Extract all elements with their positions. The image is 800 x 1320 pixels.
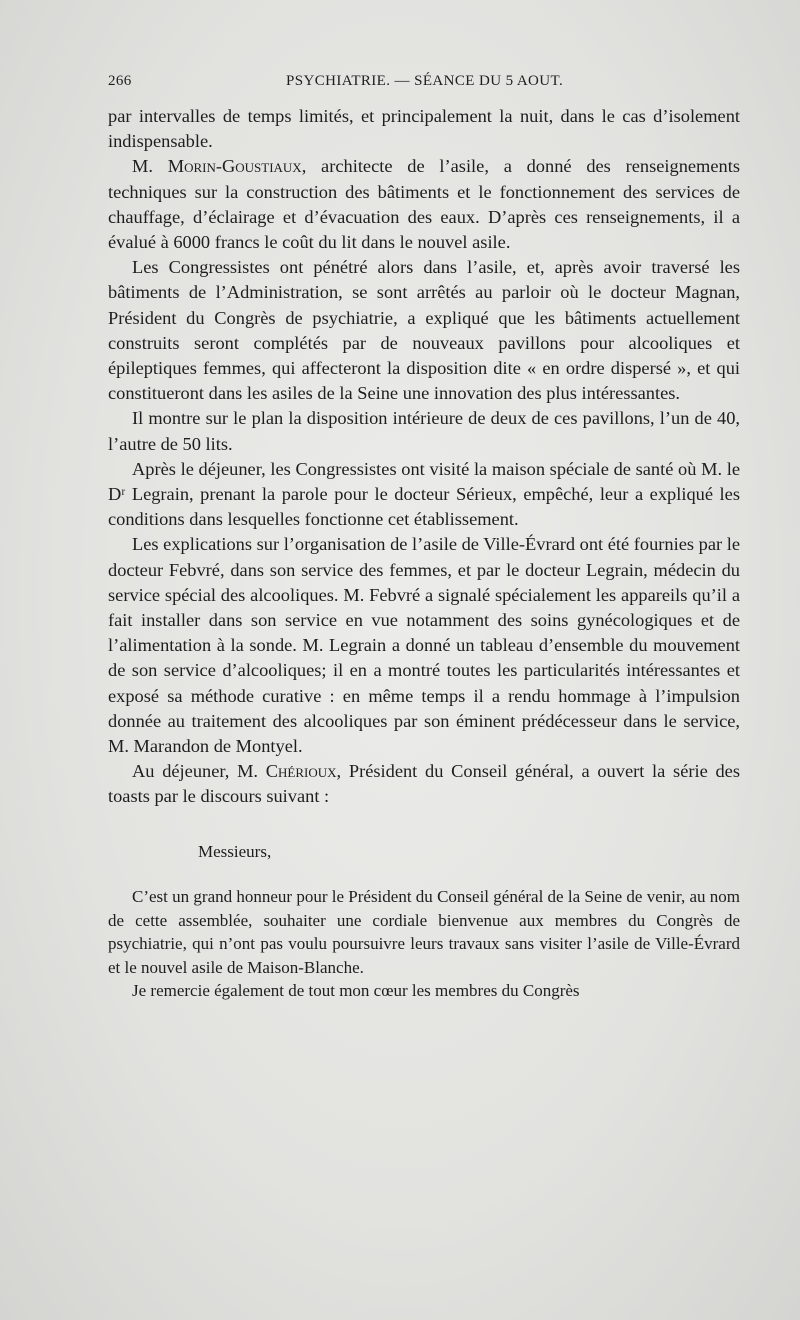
speech bbox=[108, 840, 740, 1003]
paragraph-2-prefix: M. bbox=[132, 156, 168, 177]
paragraph-2 bbox=[108, 154, 740, 255]
paragraph-1: par intervalles de temps limités, et principalement la nuit, dans le cas d’isolement indispensable. bbox=[108, 106, 740, 152]
page-body bbox=[108, 104, 740, 1003]
running-header bbox=[108, 73, 738, 97]
page-number: 266 bbox=[108, 73, 132, 89]
paragraph-4: Il montre sur le plan la disposition intérieure de deux de ces pavillons, l’un de 40, l’autre de 50 lits. bbox=[108, 408, 740, 454]
paragraph-7-prefix: Au déjeuner, M. bbox=[132, 761, 266, 782]
president-name: Chérioux bbox=[265, 761, 337, 782]
speech-salutation: Messieurs, bbox=[198, 841, 272, 861]
speech-paragraph-2: Je remercie également de tout mon cœur les membres du Congrès bbox=[132, 981, 580, 1001]
paragraph-3: Les Congressistes ont pénétré alors dans l’asile, et, après avoir traversé les bâtiments de l’Administration, se sont arrêtés au parloir où le docteur Magnan, Président du Congrès de psychiatrie, a expliqué que les bâtiments actuellement construits seront complétés par de nouveaux pavillons pour alcooliques et épileptiques femmes, qui affecteront la disposition dite « en ordre dispersé », et qui constitueront dans les asiles de la Seine une innovation des plus intéressantes. bbox=[108, 257, 740, 404]
paragraph-7-text: , Président du Conseil général, a ouvert la série des toasts par le discours suivant : bbox=[108, 761, 740, 807]
running-title: PSYCHIATRIE. — SÉANCE DU 5 AOUT. bbox=[286, 73, 564, 89]
architect-name: Morin-Goustiaux bbox=[167, 156, 302, 177]
speech-paragraph-1: C’est un grand honneur pour le Président du Conseil général de la Seine de venir, au nom de cette assemblée, souhaiter une cordiale bienvenue aux membres du Congrès de psychiatrie, qui n’ont pas voulu poursuivre leurs travaux sans visiter l’asile de Ville-Évrard et le nouvel asile de Maison-Blanche. bbox=[108, 887, 740, 977]
paragraph-2-text: , architecte de l’asile, a donné des renseignements techniques sur la construction des bâtiments et le fonctionnement des services de chauffage, d’éclairage et d’évacuation des eaux. D’après ces renseignements, il a évalué à 6000 francs le coût du lit dans le nouvel asile. bbox=[108, 156, 740, 253]
paragraph-5: Après le déjeuner, les Congressistes ont visité la maison spéciale de santé où M. le Dʳ Legrain, prenant la parole pour le docteur Sérieux, empêché, leur a expliqué les conditions dans lesquelles fonctionne cet établissement. bbox=[108, 458, 740, 530]
paragraph-6: Les explications sur l’organisation de l’asile de Ville-Évrard ont été fournies par le docteur Febvré, dans son service des femmes, et par le docteur Legrain, médecin du service spécial des alcooliques. M. Febvré a signalé spécialement les appareils qu’il a fait installer dans son service en vue notamment des soins gynécologiques et de l’alimentation à la sonde. M. Legrain a donné un tableau d’ensemble du mouvement de son service d’alcooliques; il en a montré toutes les particularités intéressantes et exposé sa méthode curative : en même temps il a rendu hommage à l’impulsion donnée au traitement des alcooliques par son éminent prédécesseur dans le service, M. Marandon de Montyel. bbox=[108, 534, 740, 757]
paragraph-7 bbox=[108, 759, 740, 809]
